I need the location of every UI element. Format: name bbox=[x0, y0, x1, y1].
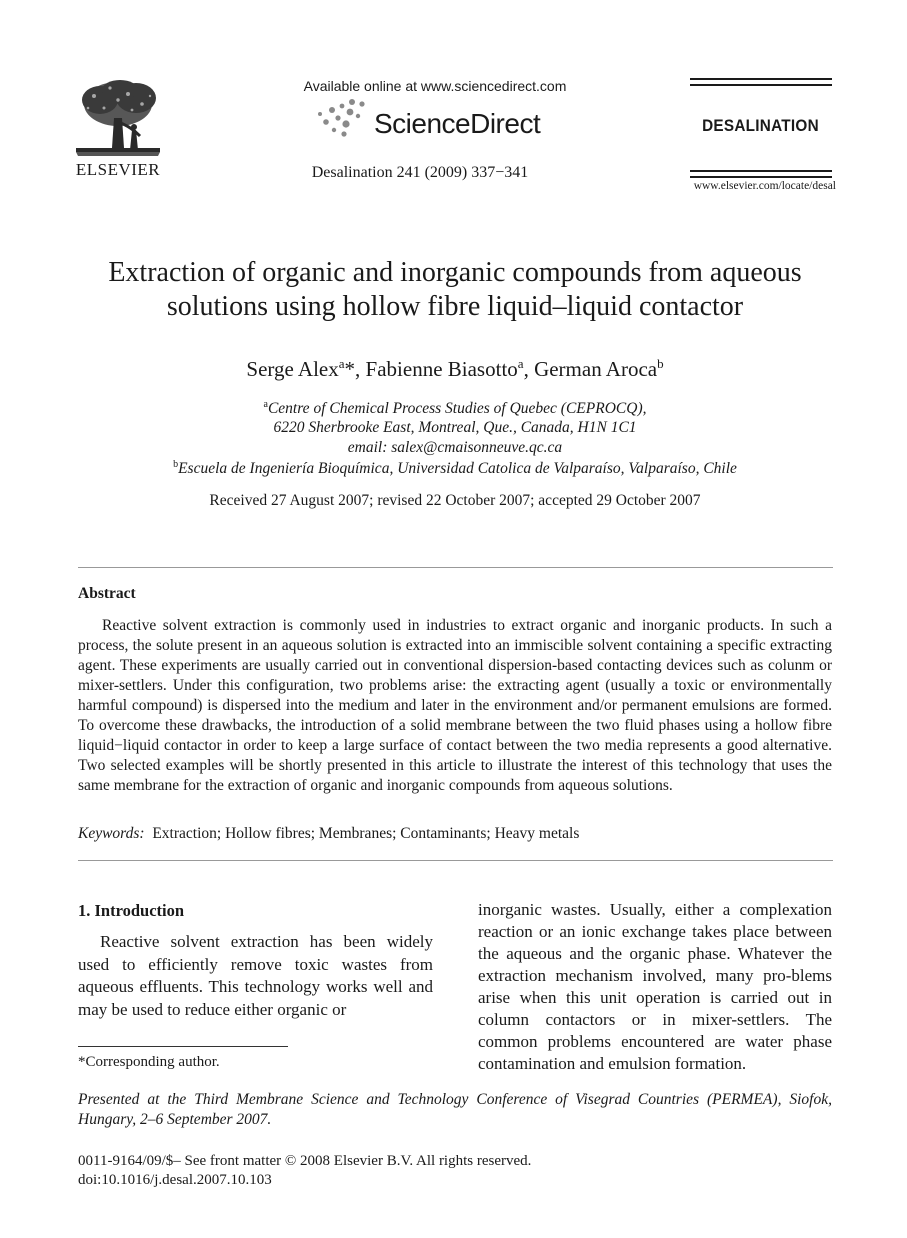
section-heading-introduction: 1. Introduction bbox=[78, 901, 185, 920]
copyright-block bbox=[78, 1152, 531, 1190]
author-list bbox=[60, 356, 850, 382]
affiliation-a-email[interactable]: email: salex@cmaisonneuve.qc.ca bbox=[347, 439, 563, 456]
author-affil-sup: b bbox=[657, 356, 664, 371]
affiliation-a-line-1 bbox=[60, 399, 850, 418]
author-name[interactable]: Fabienne Biasotto bbox=[365, 357, 518, 381]
journal-name: DESALINATION bbox=[702, 116, 819, 135]
corresponding-mark: * bbox=[344, 357, 356, 381]
author-separator: , bbox=[523, 357, 535, 381]
abstract-body: Reactive solvent extraction is commonly used in industries to extract organic and inorganic products. In such a process, the solute present in an aqueous solution is extracted into an immiscible solvent containing a specific extracting agent. These experiments are usually carried out in conventional dispersion-based contacting devices such as colunm or mixer-settlers. Under this configuration, two problems arise: the extracting agent (usually a toxic or environmentally harmful compound) is dispersed into the medium and later in the environment and/or permanent emulsions are formed. To overcome these drawbacks, the introduction of a solid membrane between the two fluid phases using a hollow fibre liquid−liquid contactor in order to keep a large surface of contact between the two media represents a good alternative. Two selected examples will be shortly presented in this article to illustrate the interest of this technology that uses the same membrane for the extraction of organic and inorganic compounds from aqueous solutions. bbox=[78, 617, 832, 794]
doi-line[interactable]: doi:10.1016/j.desal.2007.10.103 bbox=[78, 1172, 272, 1188]
elsevier-wordmark: ELSEVIER bbox=[75, 160, 161, 179]
received-dates: Received 27 August 2007; revised 22 October 2007; accepted 29 October 2007 bbox=[209, 492, 701, 509]
title-line-1: Extraction of organic and inorganic compounds from aqueous bbox=[108, 257, 802, 288]
affil-text: Centre of Chemical Process Studies of Quebec (CEPROCQ), bbox=[267, 400, 647, 418]
copyright-line: 0011-9164/09/$– See front matter © 2008 Elsevier B.V. All rights reserved. bbox=[78, 1153, 532, 1169]
corresponding-author-footnote: *Corresponding author. bbox=[78, 1054, 220, 1070]
author-affil-sup: a bbox=[338, 356, 345, 371]
intro-left-column: Reactive solvent extraction has been widely used to efficiently remove toxic wastes from aqueous effluents. This technology works well and may be used to reduce either organic or bbox=[78, 932, 433, 1019]
journal-rule-bottom-2 bbox=[690, 176, 832, 178]
affiliation-b-line-1 bbox=[60, 459, 850, 478]
affiliation-a-line-2: 6220 Sherbrooke East, Montreal, Que., Canada, H1N 1C1 bbox=[273, 419, 637, 436]
divider-bottom bbox=[78, 860, 833, 861]
keywords-label: Keywords: bbox=[78, 825, 145, 842]
title-line-2: solutions using hollow fibre liquid–liquid contactor bbox=[166, 291, 744, 322]
sciencedirect-wordmark: ScienceDirect bbox=[374, 108, 541, 139]
affil-sup: b bbox=[173, 459, 179, 470]
journal-citation: Desalination 241 (2009) 337−341 bbox=[311, 164, 529, 181]
author-name[interactable]: Serge Alex bbox=[246, 357, 339, 381]
divider-top bbox=[78, 567, 833, 568]
author-name[interactable]: German Aroca bbox=[534, 357, 658, 381]
journal-rule-top-1 bbox=[690, 78, 832, 80]
keywords-list: Extraction; Hollow fibres; Membranes; Contaminants; Heavy metals bbox=[152, 825, 580, 842]
intro-right-column: inorganic wastes. Usually, either a complexation reaction or an ionic exchange takes place between the aqueous and the organic phase. Whatever the extraction mechanism involved, many pro-blems arise when this unit operation is carried out in column contactors or in mixer-settlers. The common problems encountered are water phase contamination and emulsion formation. bbox=[478, 900, 832, 1073]
available-online-line[interactable]: Available online at www.sciencedirect.com bbox=[303, 78, 567, 94]
affil-text: Escuela de Ingeniería Bioquímica, Universidad Catolica de Valparaíso, Valparaíso, Chile bbox=[178, 460, 737, 478]
journal-rule-top-2 bbox=[690, 84, 832, 86]
abstract-heading: Abstract bbox=[78, 585, 136, 602]
author-affil-sup: a bbox=[517, 356, 524, 371]
affil-sup: a bbox=[263, 399, 268, 410]
author-separator: , bbox=[355, 357, 366, 381]
article-title bbox=[60, 256, 850, 324]
presented-at-note: Presented at the Third Membrane Science and Technology Conference of Visegrad Countries (PERMEA), Siofok, Hungary, 2–6 September 2007. bbox=[78, 1091, 832, 1128]
footnote-rule bbox=[78, 1046, 288, 1047]
journal-url[interactable]: www.elsevier.com/locate/desal bbox=[693, 180, 836, 192]
journal-rule-bottom-1 bbox=[690, 170, 832, 172]
keywords-line bbox=[78, 825, 832, 843]
